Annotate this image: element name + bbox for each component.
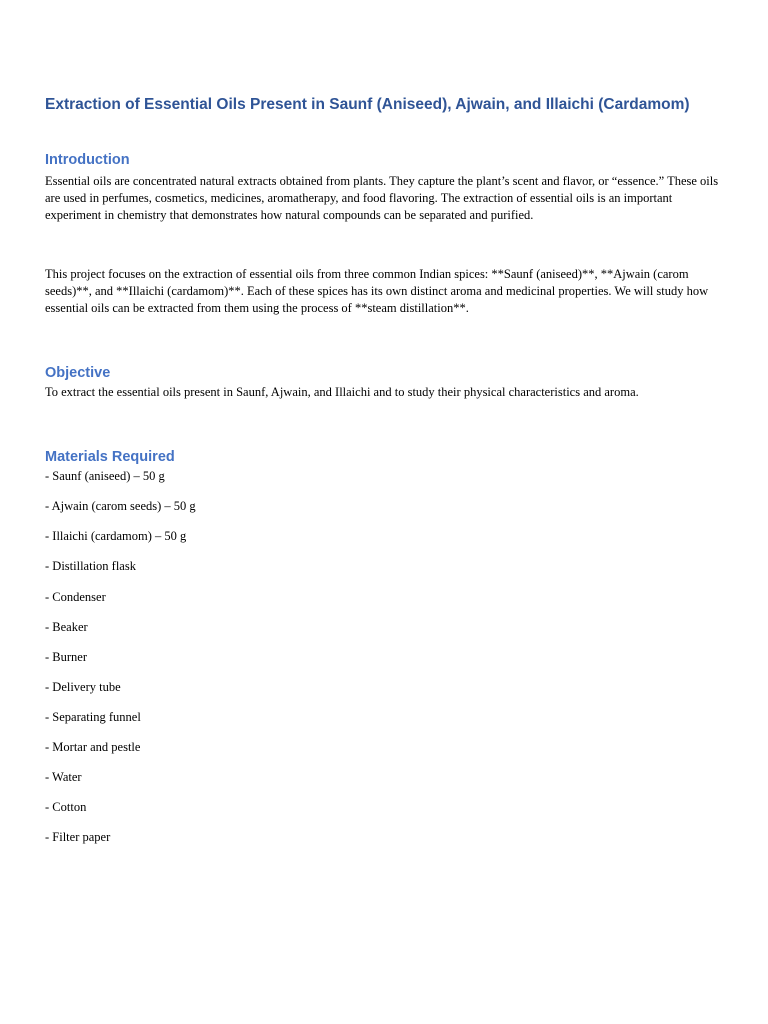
list-item: - Mortar and pestle <box>45 740 141 754</box>
list-item: - Delivery tube <box>45 680 121 694</box>
objective-text: To extract the essential oils present in Saunf, Ajwain, and Illaichi and to study their physical characteristics and aroma. <box>45 385 639 399</box>
list-item: - Beaker <box>45 620 88 634</box>
introduction-paragraph-1: Essential oils are concentrated natural extracts obtained from plants. They capture the plant’s scent and flavor, or “essence.” These oils are used in perfumes, cosmetics, medicines, aromatherapy, and food flavoring. The extraction of essential oils is an important experiment in chemistry that demonstrates how natural compounds can be separated and purified. <box>45 174 719 222</box>
list-item: - Burner <box>45 650 87 664</box>
list-item: - Water <box>45 770 82 784</box>
introduction-paragraph-2: This project focuses on the extraction of essential oils from three common Indian spices: **Saunf (aniseed)**, **Ajwain (carom seeds)**, and **Illaichi (cardamom)**. Each of these spices has its own distinct aroma and medicinal properties. We will study how essential oils can be extracted from them using the process of **steam distillation**. <box>45 267 709 315</box>
objective-heading: Objective <box>45 365 111 381</box>
introduction-heading: Introduction <box>45 152 130 168</box>
materials-heading: Materials Required <box>45 449 175 465</box>
list-item: - Ajwain (carom seeds) – 50 g <box>45 499 196 513</box>
document-title: Extraction of Essential Oils Present in Saunf (Aniseed), Ajwain, and Illaichi (Cardamom) <box>45 96 690 113</box>
list-item: - Saunf (aniseed) – 50 g <box>45 469 165 483</box>
list-item: - Condenser <box>45 590 106 604</box>
list-item: - Separating funnel <box>45 710 141 724</box>
list-item: - Illaichi (cardamom) – 50 g <box>45 529 187 543</box>
list-item: - Filter paper <box>45 830 111 844</box>
list-item: - Cotton <box>45 800 87 814</box>
list-item: - Distillation flask <box>45 559 136 573</box>
